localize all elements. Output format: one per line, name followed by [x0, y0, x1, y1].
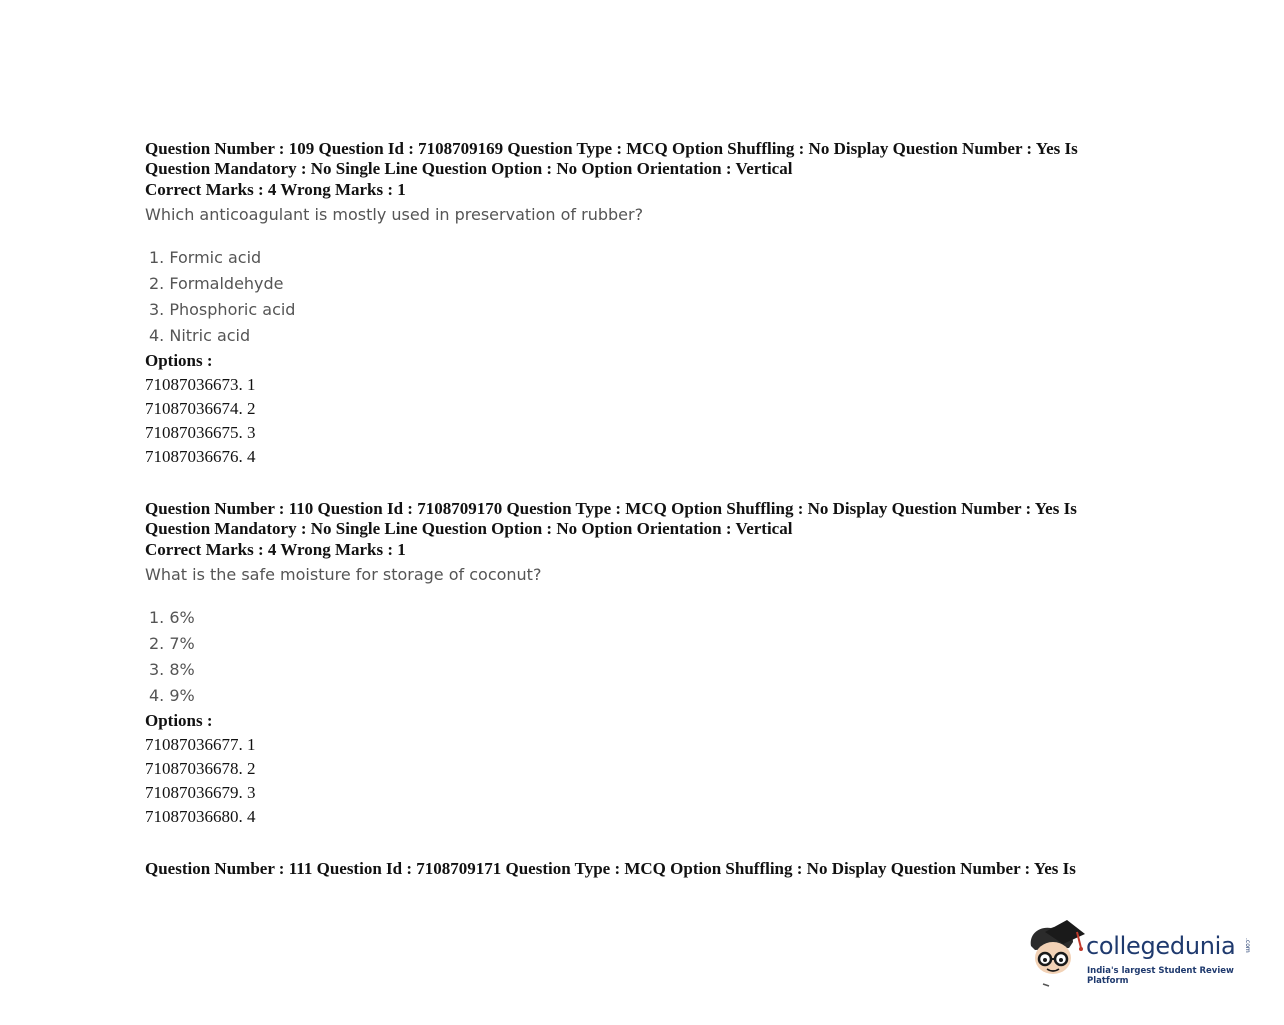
question-meta-line-2: Question Mandatory : No Single Line Question Option : No Option Orientation : Vertical [145, 158, 793, 178]
document-page [145, 139, 1105, 909]
question-meta-line-2: Question Mandatory : No Single Line Question Option : No Option Orientation : Vertical [145, 518, 793, 538]
question-text: Which anticoagulant is mostly used in preservation of rubber? [145, 205, 644, 224]
option-id: 71087036680. 4 [145, 807, 256, 826]
option-id: 71087036679. 3 [145, 783, 256, 802]
options-label: Options : [145, 711, 213, 730]
question-meta-line-1: Question Number : 110 Question Id : 7108709170 Question Type : MCQ Option Shuffling : No Display Question Number : Yes Is [145, 499, 1077, 518]
answer-choices [149, 605, 1105, 709]
mascot-icon [1025, 918, 1089, 990]
option-id: 71087036677. 1 [145, 735, 256, 754]
question-block-111 [145, 859, 1105, 879]
answer-choice: 2. 7% [149, 634, 195, 653]
question-meta [145, 499, 1105, 538]
option-id: 71087036676. 4 [145, 447, 256, 466]
option-id: 71087036675. 3 [145, 423, 256, 442]
question-text: What is the safe moisture for storage of coconut? [145, 565, 542, 584]
option-id: 71087036674. 2 [145, 399, 256, 418]
logo-suffix: .com [1244, 938, 1251, 953]
answer-choice: 4. Nitric acid [149, 326, 251, 345]
option-id: 71087036673. 1 [145, 375, 256, 394]
answer-choice: 3. 8% [149, 660, 195, 679]
option-id: 71087036678. 2 [145, 759, 256, 778]
logo-wordmark: collegedunia [1086, 932, 1236, 960]
answer-choice: 4. 9% [149, 686, 195, 705]
answer-choices [149, 245, 1105, 349]
option-id-list [145, 733, 1105, 829]
logo-tagline: India's largest Student Review Platform [1087, 966, 1234, 986]
collegedunia-logo [1025, 918, 1265, 990]
answer-choice: 1. 6% [149, 608, 195, 627]
question-marks: Correct Marks : 4 Wrong Marks : 1 [145, 540, 406, 559]
answer-choice: 2. Formaldehyde [149, 274, 284, 293]
question-marks: Correct Marks : 4 Wrong Marks : 1 [145, 180, 406, 199]
question-meta [145, 859, 1105, 879]
options-label: Options : [145, 351, 213, 370]
answer-choice: 1. Formic acid [149, 248, 262, 267]
question-meta-line-1: Question Number : 111 Question Id : 7108709171 Question Type : MCQ Option Shuffling : No Display Question Number : Yes Is [145, 859, 1076, 878]
question-block-110 [145, 499, 1105, 829]
question-meta [145, 139, 1105, 178]
question-meta-line-1: Question Number : 109 Question Id : 7108709169 Question Type : MCQ Option Shuffling : No Display Question Number : Yes Is [145, 139, 1078, 158]
answer-choice: 3. Phosphoric acid [149, 300, 296, 319]
option-id-list [145, 373, 1105, 469]
question-block-109 [145, 139, 1105, 469]
